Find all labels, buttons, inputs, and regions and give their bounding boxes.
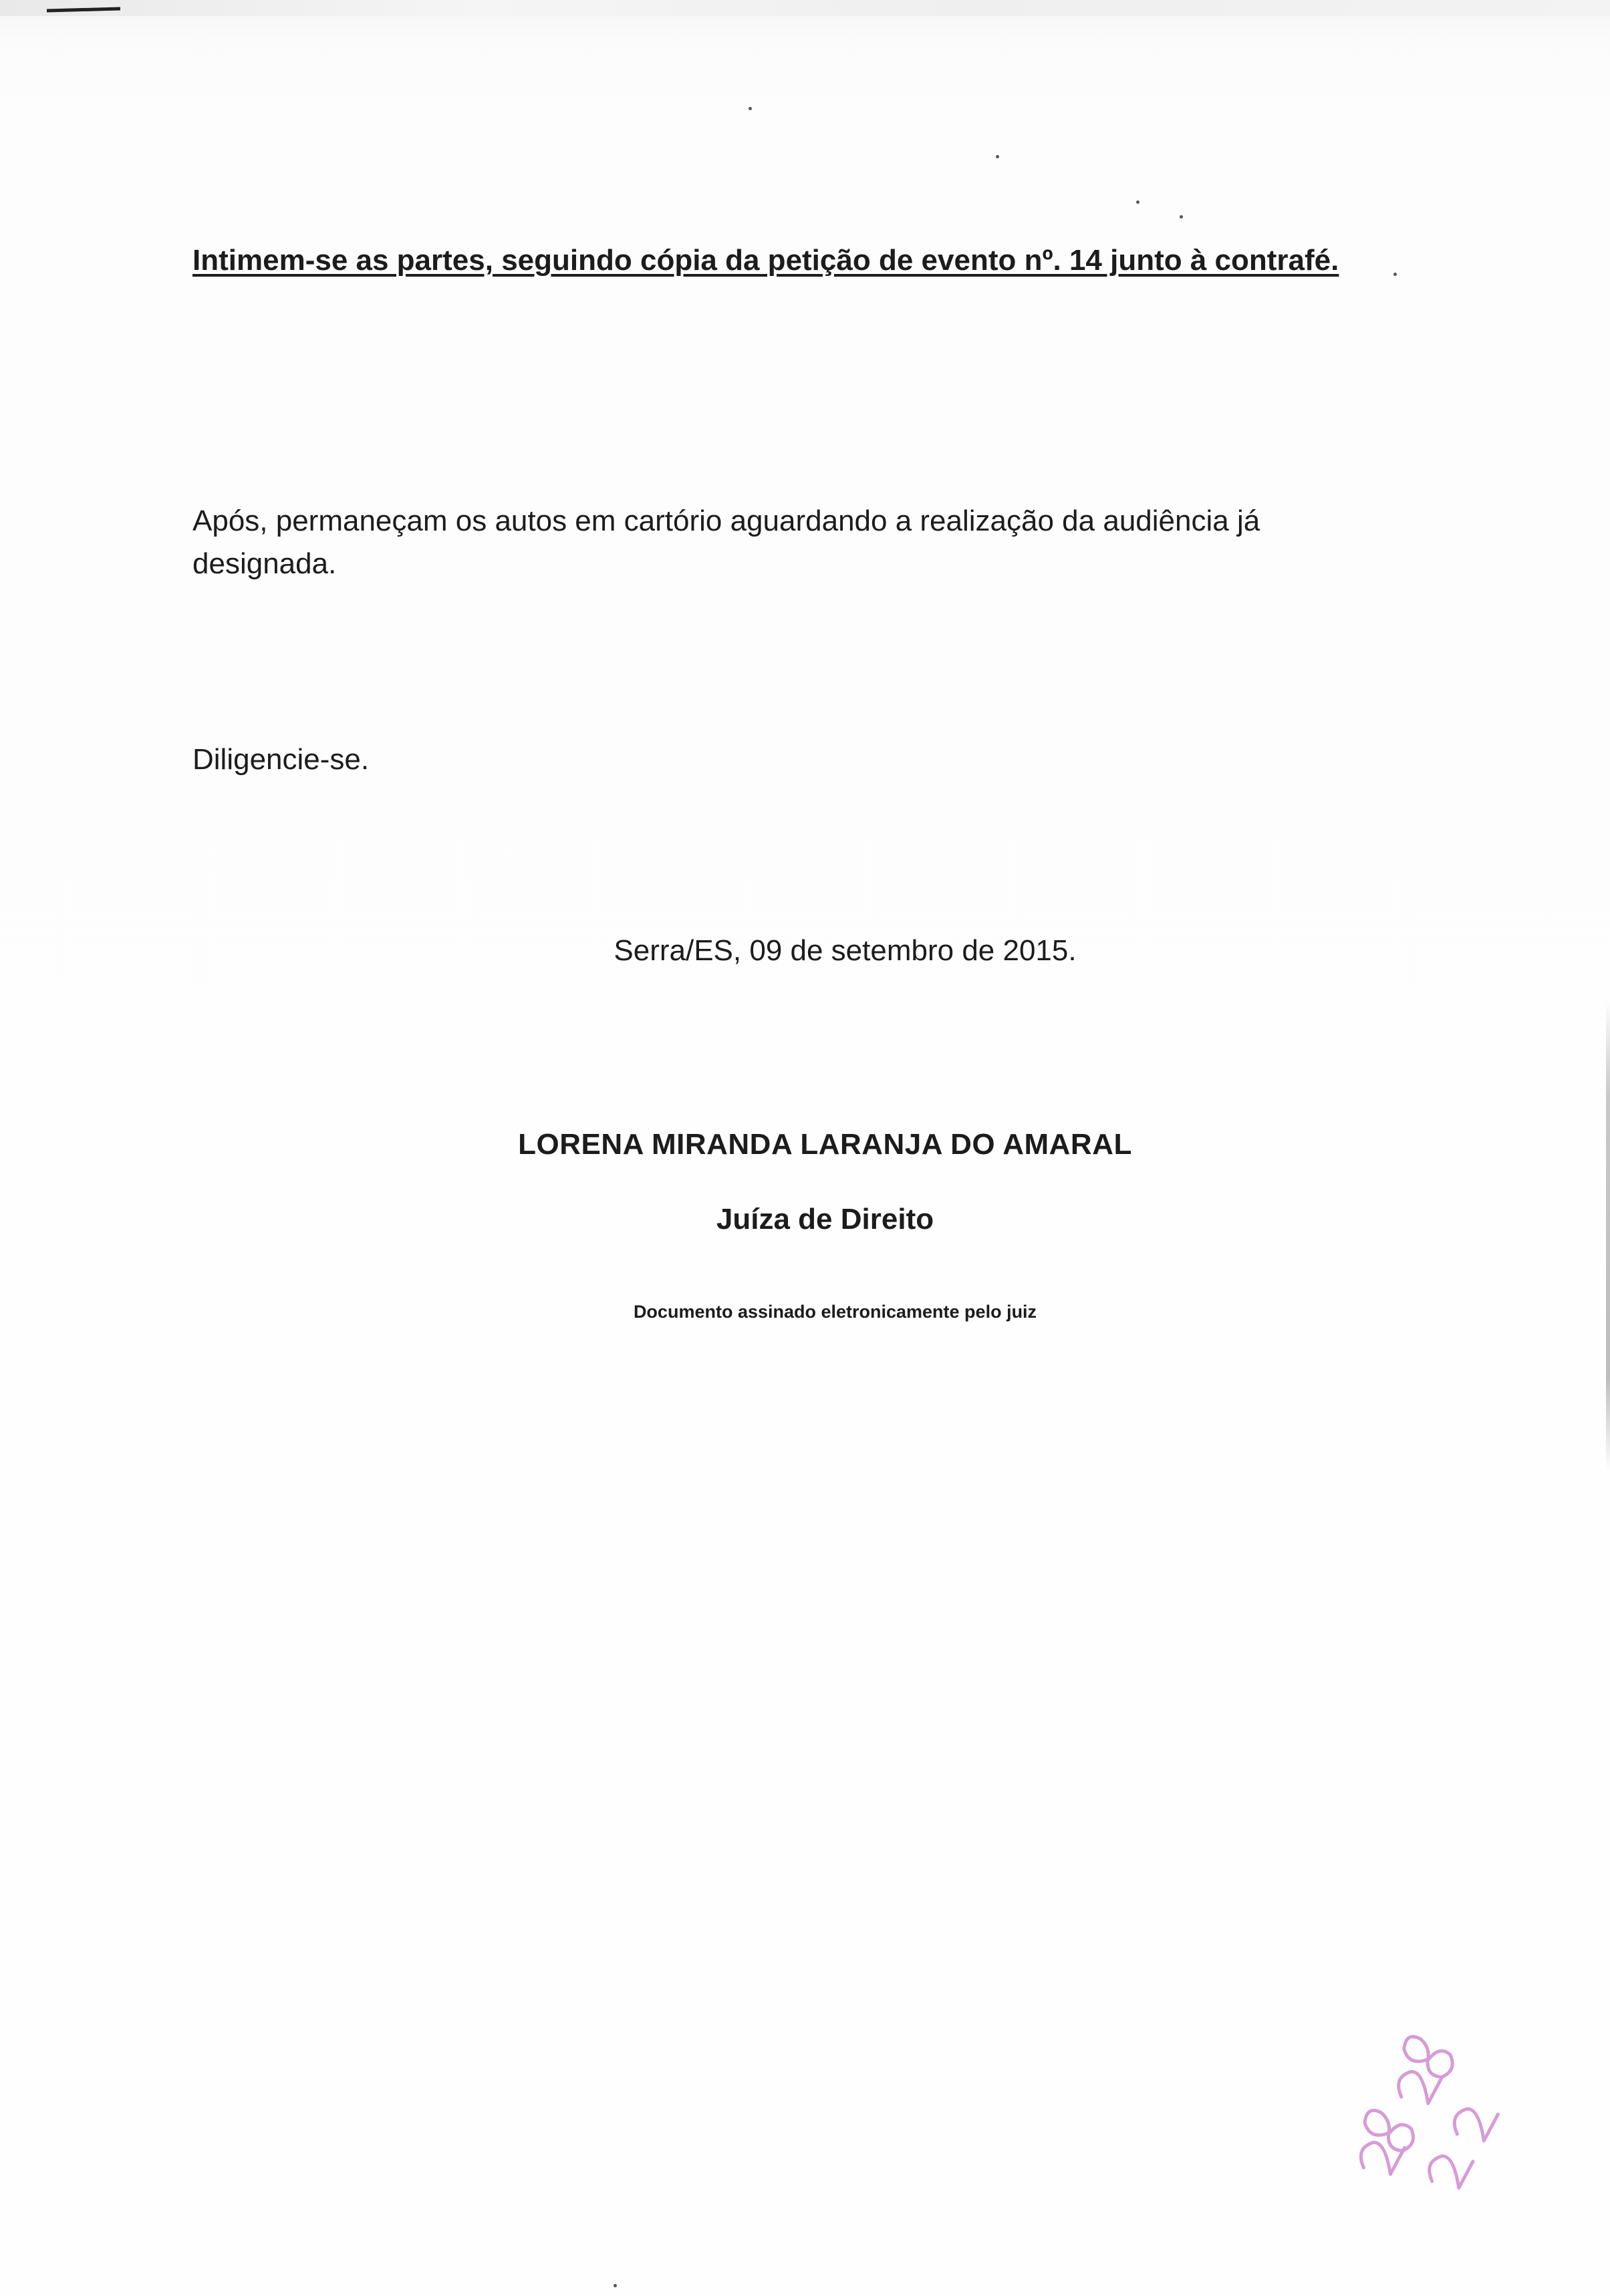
after-paragraph: Após, permaneçam os autos em cartório aguardando a realização da audiência já designada. <box>192 505 1260 580</box>
intimation-paragraph: Intimem-se as partes, seguindo cópia da petição de evento nº. 14 junto à contrafé. <box>192 244 1339 277</box>
scan-speck <box>996 155 999 158</box>
scan-speck <box>1136 200 1139 204</box>
handwritten-annotation <box>1310 1991 1530 2245</box>
electronic-signature-note: Documento assinado eletronicamente pelo juiz <box>633 1302 1037 1322</box>
scan-speck <box>614 2284 617 2287</box>
signatory-name: LORENA MIRANDA LARANJA DO AMARAL <box>518 1128 1132 1161</box>
scan-speck <box>1180 215 1183 219</box>
scan-speck <box>749 107 752 110</box>
scan-speck <box>1393 273 1397 276</box>
scan-edge-right <box>1606 1002 1610 1470</box>
diligence-paragraph: Diligencie-se. <box>192 743 370 776</box>
signatory-title: Juíza de Direito <box>716 1203 934 1236</box>
date-line: Serra/ES, 09 de setembro de 2015. <box>614 934 1077 967</box>
scan-edge-top <box>0 0 1610 16</box>
